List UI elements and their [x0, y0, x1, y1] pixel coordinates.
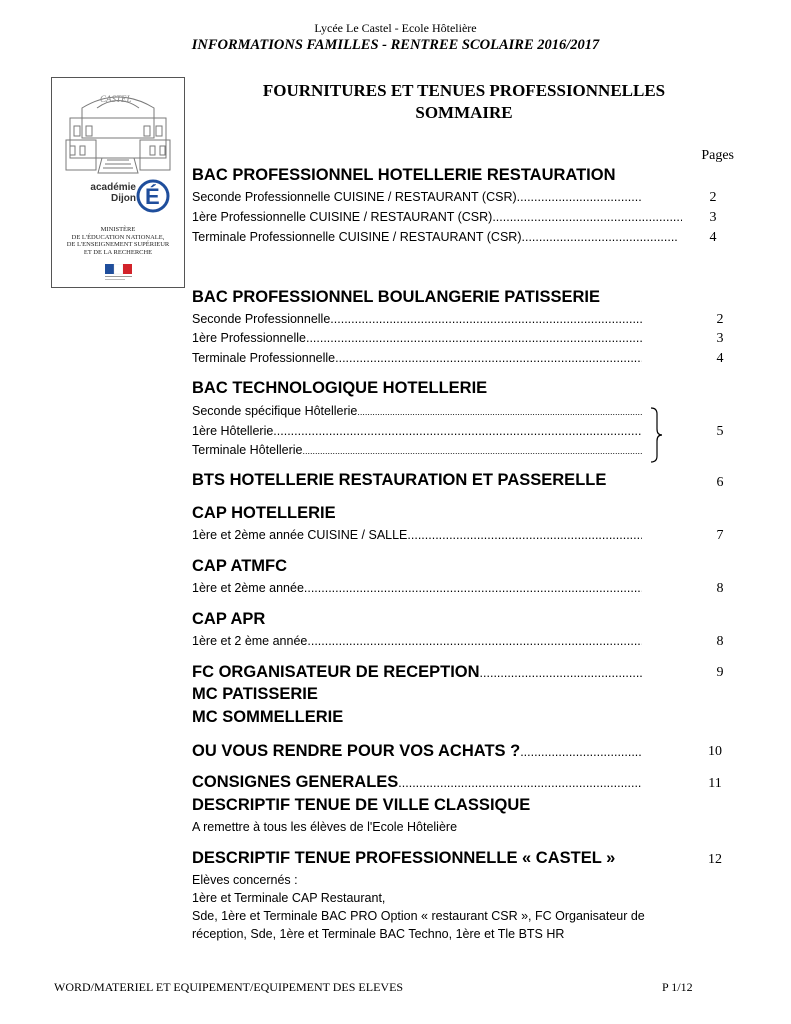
section-title-consignes: CONSIGNES GENERALES [192, 773, 399, 791]
section-note: 1ère et Terminale CAP Restaurant, [192, 891, 386, 905]
toc-label: Seconde spécifique Hôtellerie [192, 404, 358, 418]
section-title-cap-atmfc: CAP ATMFC [192, 557, 288, 575]
ministry-text [52, 226, 184, 256]
section-title-achats: OU VOUS RENDRE POUR VOS ACHATS ? [192, 742, 521, 760]
leader-dots [307, 634, 642, 648]
school-logo [51, 77, 185, 288]
page-number: 11 [708, 776, 722, 791]
leader-dots [335, 351, 642, 365]
toc-entry-consignes[interactable] [192, 773, 642, 792]
section-title-bac-pro-hr: BAC PROFESSIONNEL HOTELLERIE RESTAURATION [192, 166, 616, 184]
page-number: 6 [716, 475, 724, 490]
dijon-text: Dijon [111, 193, 136, 204]
section-note: Sde, 1ère et Terminale BAC PRO Option « restaurant CSR », FC Organisateur de [192, 909, 645, 923]
marianne-flag-icon [101, 264, 135, 282]
page-number: 7 [716, 528, 724, 543]
toc-label: Seconde Professionnelle CUISINE / RESTAURANT (CSR) [192, 190, 517, 204]
curly-brace-icon [648, 406, 664, 464]
leader-dots [306, 331, 642, 345]
page-number: 3 [709, 210, 717, 225]
svg-text:CASTEL: CASTEL [100, 94, 132, 104]
leader-dots [517, 190, 642, 204]
toc-entry[interactable] [192, 351, 642, 365]
page-number: 5 [716, 424, 724, 439]
toc-entry-fc[interactable] [192, 663, 642, 682]
leader-dots [398, 776, 642, 790]
leader-dots [302, 443, 642, 457]
ministry-line: DE L'ÉDUCATION NATIONALE, [71, 233, 165, 241]
page-number: 4 [716, 351, 724, 366]
toc-label: 1ère Professionnelle CUISINE / RESTAURANT (CSR) [192, 210, 493, 224]
header-info: INFORMATIONS FAMILLES - RENTREE SCOLAIRE 2016/2017 [191, 37, 600, 53]
toc-label: Terminale Professionnelle CUISINE / RESTAURANT (CSR) [192, 230, 522, 244]
page-number: 10 [708, 744, 722, 759]
footer-path: WORD/MATERIEL ET EQUIPEMENT/EQUIPEMENT DES ELEVES [54, 980, 404, 994]
section-note: A remettre à tous les élèves de l'Ecole Hôtelière [192, 820, 458, 834]
page-number: 2 [716, 312, 724, 327]
leader-dots [480, 666, 642, 680]
leader-dots [357, 404, 642, 418]
section-title-bac-techno: BAC TECHNOLOGIQUE HOTELLERIE [192, 379, 488, 397]
ministry-line: DE L'ENSEIGNEMENT SUPÉRIEUR [66, 241, 170, 248]
toc-entry[interactable] [192, 331, 642, 345]
section-title-mc-sommellerie: MC SOMMELLERIE [192, 708, 344, 726]
academie-wordmark [86, 182, 136, 204]
toc-entry[interactable] [192, 634, 642, 648]
toc-label: 1ère et 2ème année [192, 581, 304, 595]
toc-entry[interactable] [192, 190, 642, 204]
section-title-mc-patisserie: MC PATISSERIE [192, 685, 318, 703]
toc-label: Terminale Professionnelle [192, 351, 336, 365]
toc-entry[interactable] [192, 404, 642, 418]
toc-label: 1ère Hôtellerie [192, 424, 274, 438]
toc-entry[interactable] [192, 443, 642, 457]
leader-dots [522, 230, 679, 244]
ministry-line: ET DE LA RECHERCHE [83, 248, 153, 256]
section-note: Elèves concernés : [192, 873, 298, 887]
page-number: 8 [716, 581, 724, 596]
header-school: Lycée Le Castel - Ecole Hôtelière [314, 21, 477, 35]
page-subtitle: SOMMAIRE [415, 103, 513, 122]
section-title-fc: FC ORGANISATEUR DE RECEPTION [192, 663, 480, 681]
ministry-line: MINISTÈRE [100, 226, 136, 233]
page-title: FOURNITURES ET TENUES PROFESSIONNELLES [262, 81, 666, 100]
toc-entry[interactable] [192, 581, 642, 595]
section-title-tenue-pro: DESCRIPTIF TENUE PROFESSIONNELLE « CASTEL » [192, 849, 616, 867]
section-title-tenue-ville: DESCRIPTIF TENUE DE VILLE CLASSIQUE [192, 796, 531, 814]
section-note: réception, Sde, 1ère et Terminale BAC Techno, 1ère et Tle BTS HR [192, 927, 565, 941]
svg-text:É: É [145, 184, 160, 209]
toc-label: 1ère et 2 ème année [192, 634, 308, 648]
page-number: 12 [708, 852, 722, 867]
leader-dots [304, 581, 642, 595]
toc-entry[interactable] [192, 210, 682, 224]
toc-label: 1ère Professionnelle [192, 331, 306, 345]
page-number: 9 [716, 665, 724, 680]
leader-dots [407, 528, 642, 542]
academie-e-logo-icon [136, 174, 170, 214]
leader-dots [330, 312, 642, 326]
page-number: 2 [709, 190, 717, 205]
toc-label: Seconde Professionnelle [192, 312, 331, 326]
section-title-bts: BTS HOTELLERIE RESTAURATION ET PASSERELLE [192, 471, 607, 489]
page-number: 8 [716, 634, 724, 649]
toc-entry-achats[interactable] [192, 742, 642, 761]
leader-dots [492, 210, 682, 224]
footer-page: P 1/12 [662, 980, 693, 994]
leader-dots [273, 424, 642, 438]
section-title-bac-pro-bp: BAC PROFESSIONNEL BOULANGERIE PATISSERIE [192, 288, 600, 306]
toc-label: 1ère et 2ème année CUISINE / SALLE [192, 528, 408, 542]
toc-entry[interactable] [192, 424, 642, 438]
pages-column-header: Pages [701, 148, 734, 163]
toc-label: Terminale Hôtellerie [192, 443, 303, 457]
page-number: 4 [709, 230, 717, 245]
toc-entry[interactable] [192, 230, 678, 244]
toc-entry[interactable] [192, 528, 642, 542]
section-title-cap-hotellerie: CAP HOTELLERIE [192, 504, 336, 522]
academie-text: académie [90, 182, 136, 193]
section-title-cap-apr: CAP APR [192, 610, 266, 628]
page-number: 3 [716, 331, 724, 346]
toc-entry[interactable] [192, 312, 642, 326]
leader-dots [520, 745, 642, 759]
